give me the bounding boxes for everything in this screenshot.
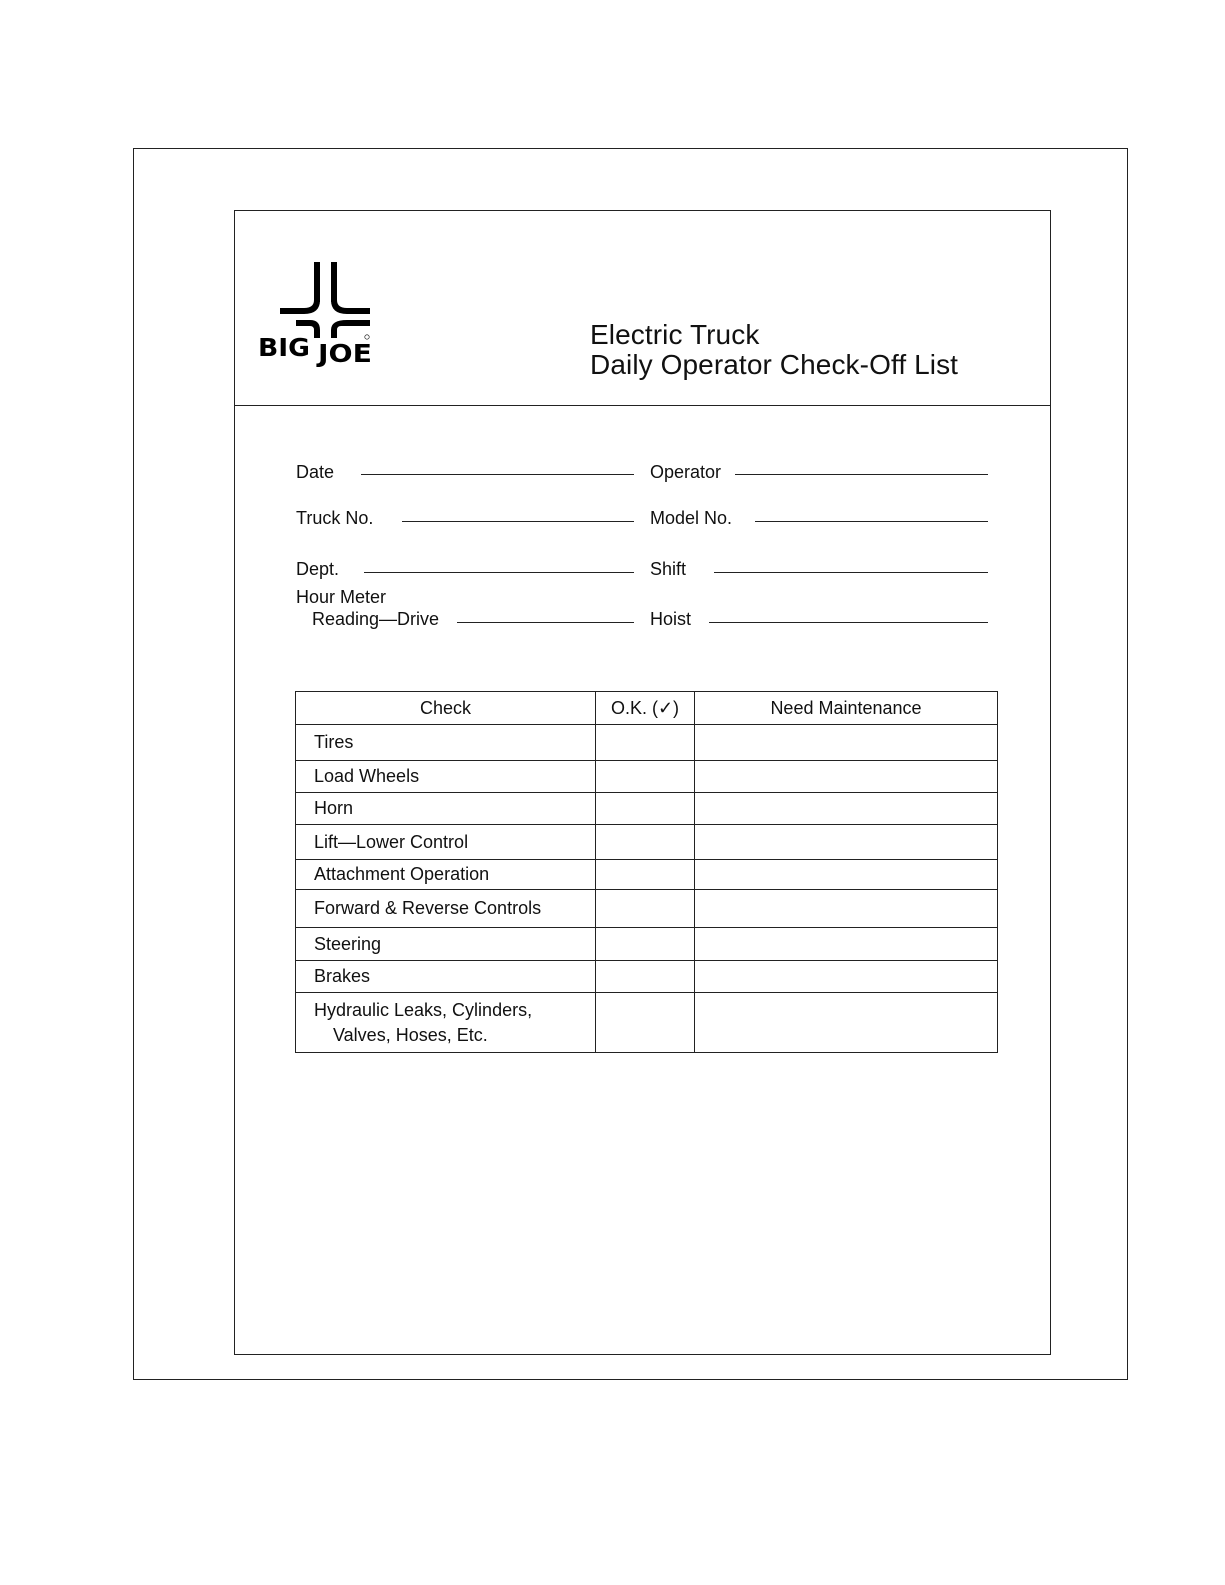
table-row (296, 928, 998, 961)
logo-text-big: BIG (258, 333, 310, 362)
form-title (590, 320, 958, 380)
maintenance-cell[interactable] (695, 890, 998, 928)
header-divider (234, 405, 1051, 406)
check-item: Tires (296, 725, 596, 761)
reading-drive-field[interactable] (457, 622, 634, 623)
table-row (296, 825, 998, 860)
shift-label: Shift (650, 559, 687, 579)
table-row (296, 725, 998, 761)
check-item: Forward & Reverse Controls (296, 890, 596, 928)
maintenance-cell[interactable] (695, 961, 998, 993)
operator-field[interactable] (735, 474, 988, 475)
ok-cell[interactable] (596, 725, 695, 761)
truck-no-label: Truck No. (296, 508, 374, 528)
header-ok: O.K. (✓) (596, 692, 695, 725)
date-field[interactable] (361, 474, 634, 475)
hoist-label: Hoist (650, 609, 692, 629)
check-item: Load Wheels (296, 761, 596, 793)
check-item-line-2: Valves, Hoses, Etc. (333, 1024, 488, 1045)
check-item: Lift—Lower Control (296, 825, 596, 860)
maintenance-cell[interactable] (695, 825, 998, 860)
model-no-label: Model No. (650, 508, 733, 528)
maintenance-cell[interactable] (695, 993, 998, 1053)
dept-label: Dept. (296, 559, 340, 579)
table-row (296, 793, 998, 825)
date-label: Date (296, 462, 335, 482)
model-no-field[interactable] (755, 521, 988, 522)
truck-no-field[interactable] (402, 521, 634, 522)
checklist-table (295, 691, 998, 1053)
ok-cell[interactable] (596, 928, 695, 961)
maintenance-cell[interactable] (695, 761, 998, 793)
ok-cell[interactable] (596, 761, 695, 793)
ok-cell[interactable] (596, 825, 695, 860)
big-joe-logo (258, 262, 378, 368)
title-line-2: Daily Operator Check-Off List (590, 349, 959, 380)
logo-text-joe: JOE (315, 339, 372, 368)
table-row (296, 961, 998, 993)
ok-cell[interactable] (596, 860, 695, 890)
table-header-row (296, 692, 998, 725)
check-item: Attachment Operation (296, 860, 596, 890)
table-row (296, 761, 998, 793)
table-row (296, 993, 998, 1053)
shift-field[interactable] (714, 572, 988, 573)
maintenance-cell[interactable] (695, 793, 998, 825)
dept-field[interactable] (364, 572, 634, 573)
ok-cell[interactable] (596, 890, 695, 928)
table-row (296, 860, 998, 890)
header-need-maintenance: Need Maintenance (695, 692, 998, 725)
hour-meter-label: Hour Meter (296, 587, 387, 607)
reading-drive-label: Reading—Drive (312, 609, 440, 629)
maintenance-cell[interactable] (695, 860, 998, 890)
maintenance-cell[interactable] (695, 725, 998, 761)
maintenance-cell[interactable] (695, 928, 998, 961)
ok-cell[interactable] (596, 793, 695, 825)
check-item (296, 993, 596, 1053)
check-item: Brakes (296, 961, 596, 993)
big-joe-logo-mark (258, 262, 378, 368)
header-check: Check (296, 692, 596, 725)
ok-cell[interactable] (596, 993, 695, 1053)
table-row (296, 890, 998, 928)
check-item: Steering (296, 928, 596, 961)
ok-cell[interactable] (596, 961, 695, 993)
title-line-1: Electric Truck (590, 319, 760, 350)
hoist-field[interactable] (709, 622, 988, 623)
operator-label: Operator (650, 462, 722, 482)
check-item-line-1: Hydraulic Leaks, Cylinders, (314, 999, 533, 1020)
check-item: Horn (296, 793, 596, 825)
